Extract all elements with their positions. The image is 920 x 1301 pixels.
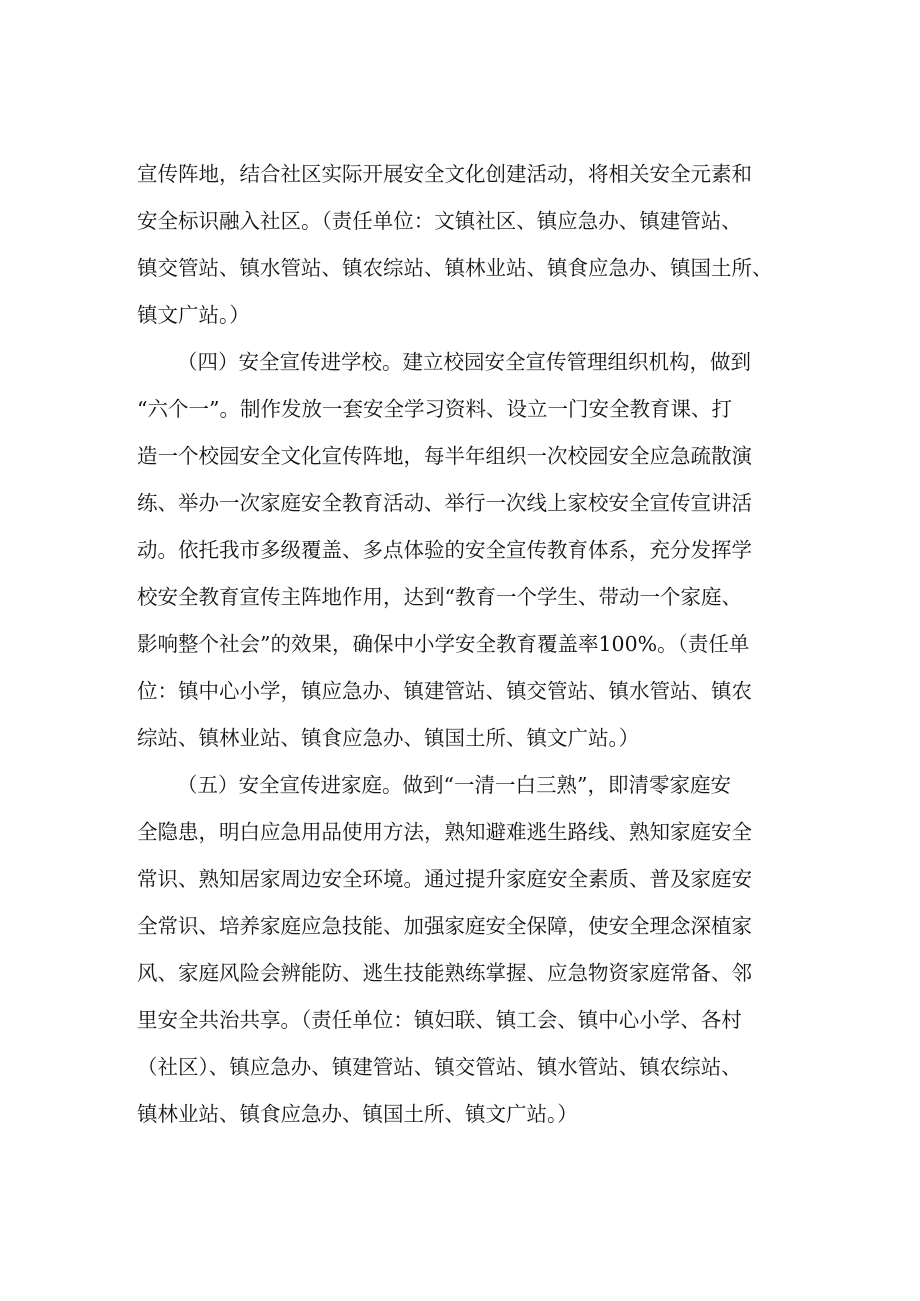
text-line: 位：镇中心小学，镇应急办、镇建管站、镇交管站、镇水管站、镇农 (137, 679, 752, 703)
text-line: 练、举办一次家庭安全教育活动、举行一次线上家校安全宣传宣讲活 (137, 491, 752, 515)
text-line: 常识、熟知居家周边安全环境。通过提升家庭安全素质、普及家庭安 (137, 867, 752, 891)
text-line: 宣传阵地，结合社区实际开展安全文化创建活动，将相关安全元素和 (137, 162, 752, 186)
text-line: “六个一”。制作发放一套安全学习资料、设立一门安全教育课、打 (137, 397, 732, 421)
text-line: 校安全教育宣传主阵地作用，达到“教育一个学生、带动一个家庭、 (137, 585, 742, 609)
text-line: 动。依托我市多级覆盖、多点体验的安全宣传教育体系，充分发挥学 (137, 538, 752, 562)
text-line: 全常识、培养家庭应急技能、加强家庭安全保障，使安全理念深植家 (137, 914, 752, 938)
text-line: 镇文广站。） (137, 303, 250, 327)
text-line: 风、家庭风险会辨能防、逃生技能熟练掌握、应急物资家庭常备、邻 (137, 961, 752, 985)
text-line: 造一个校园安全文化宣传阵地，每半年组织一次校园安全应急疏散演 (137, 444, 752, 468)
section-heading-line: （五）安全宣传进家庭。做到“一清一白三熟”，即清零家庭安 (177, 773, 731, 797)
text-line: 综站、镇林业站、镇食应急办、镇国土所、镇文广站。） (137, 726, 640, 750)
text-line: 镇交管站、镇水管站、镇农综站、镇林业站、镇食应急办、镇国土所、 (137, 256, 773, 280)
text-line: （社区）、镇应急办、镇建管站、镇交管站、镇水管站、镇农综站、 (137, 1055, 742, 1079)
text-line: 里安全共治共享。（责任单位：镇妇联、镇工会、镇中心小学、各村 (137, 1008, 742, 1032)
text-line: 影响整个社会”的效果，确保中小学安全教育覆盖率100%。（责任单 (137, 632, 750, 656)
text-line: 全隐患，明白应急用品使用方法，熟知避难逃生路线、熟知家庭安全 (137, 820, 752, 844)
section-heading-line: （四）安全宣传进学校。建立校园安全宣传管理组织机构，做到 (177, 350, 751, 374)
text-line: 安全标识融入社区。（责任单位：文镇社区、镇应急办、镇建管站、 (137, 209, 742, 233)
text-line: 镇林业站、镇食应急办、镇国土所、镇文广站。） (137, 1102, 578, 1126)
